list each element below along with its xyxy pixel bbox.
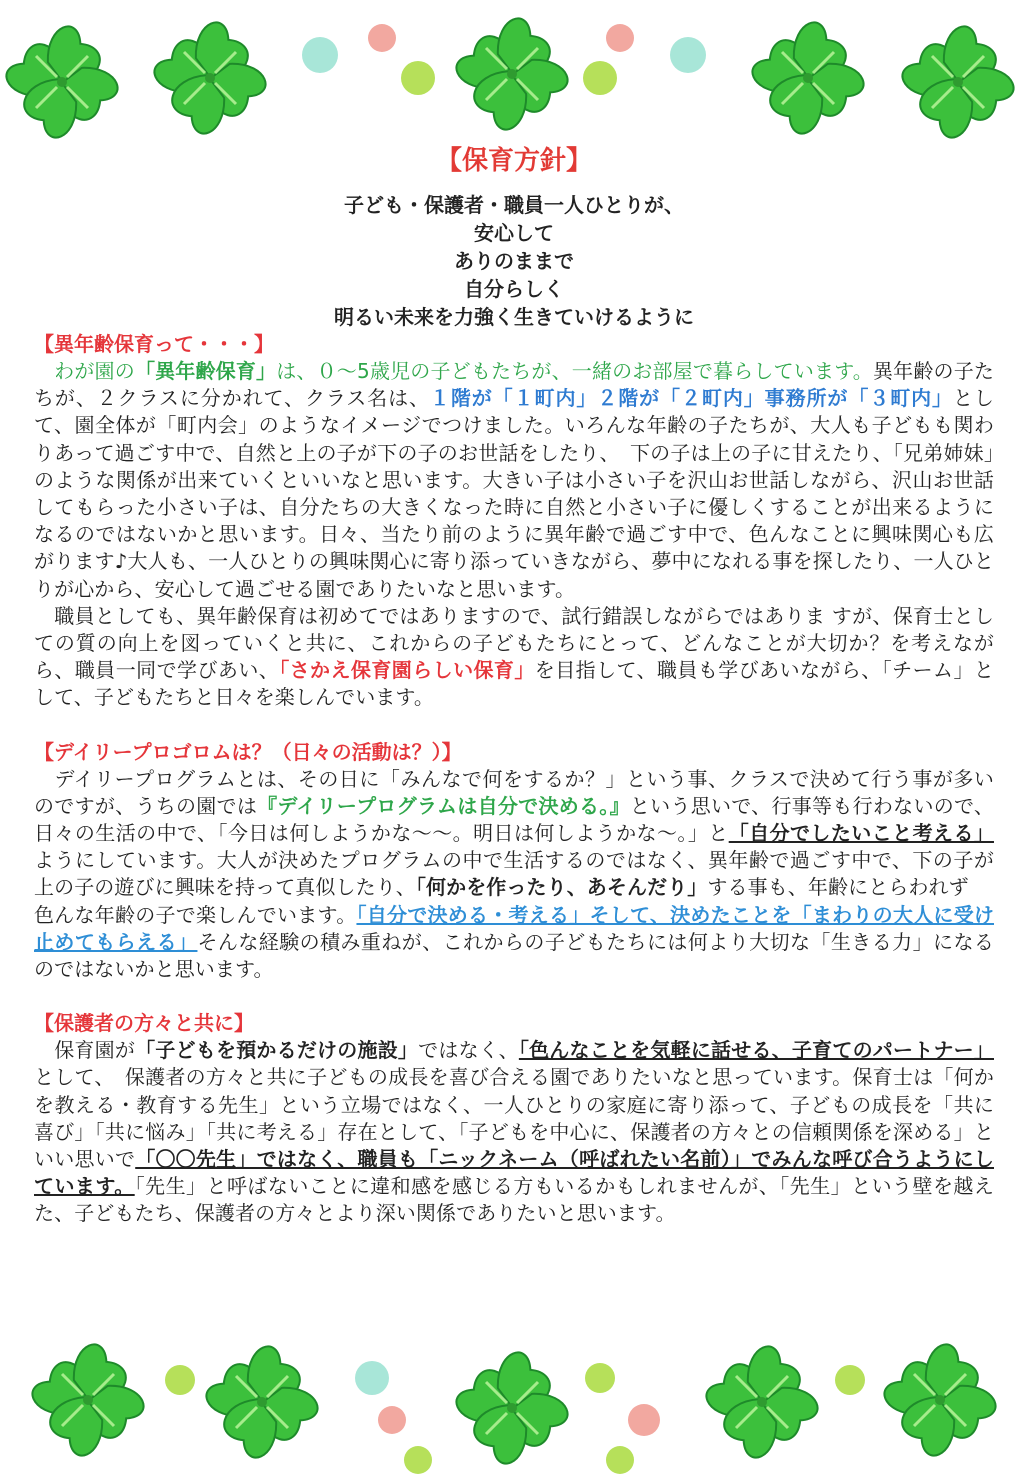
text-run: 職員としても、異年齢保育は初めてではありますので、試行錯誤しながらではありま すが、保育士としての質の向上を図っていくと共に、これからの子どもたちにとって、どんなことが大切か？を考えながら、職員一同で学びあい、 — [34, 603, 994, 683]
mint-dot — [355, 1361, 389, 1395]
motto-line: 子ども・保護者・職員一人ひとりが、 — [344, 193, 684, 217]
motto-block — [34, 191, 994, 331]
paragraph — [34, 358, 994, 603]
highlight-text: 『デイリープログラムは自分で決める。』 — [257, 793, 630, 818]
text-run: デイリープログラムとは、その日に「みんなで何をするか？」という事、クラスで決めて行う事が多いのですが、うちの園では — [34, 766, 994, 818]
lime-dot — [585, 1363, 615, 1393]
section-heading: 【デイリープロゴロムは？（日々の活動は？）】 — [34, 739, 462, 764]
paragraph — [34, 1037, 994, 1227]
motto-line: 自分らしく — [464, 277, 564, 301]
clover-icon — [748, 18, 869, 139]
page-title: 【保育方針】 — [435, 146, 592, 176]
clover-border-top — [0, 0, 1024, 150]
highlight-text: 「異年齢保育」 — [134, 359, 277, 383]
text-run: は、０～5歳児の子どもたちが、一緒のお部屋で暮らしています。 — [276, 359, 873, 383]
section-heading: 【保護者の方々と共に】 — [34, 1011, 254, 1036]
motto-line: ありのままで — [454, 249, 574, 273]
text-run: として、 保護者の方々と共に子どもの成長を喜び合える園でありたいなと思っています。保育士は「何かを教える・教育する先生」という立場ではなく、一人ひとりの家庭に寄り添って、子どもの成長を「共に喜び」「共に悩み」「共に考える」存在として、「子どもを中心に、保護者の方々との信頼関係を深める」といい思いで — [34, 1065, 994, 1172]
clover-icon — [702, 1342, 823, 1463]
text-run: を目指して、職員も学びあいながら、「チーム」として、子どもたちと日々を楽しんでいます。 — [34, 658, 994, 710]
underlined-text: 「色んなことを気軽に話せる、子育てのパートナー」 — [518, 1038, 994, 1063]
highlight-text: 「さかえ保育園らしい保育」 — [279, 658, 535, 683]
clover-icon — [880, 1340, 1001, 1461]
section-daily-program — [34, 739, 994, 984]
motto-line: 安心して — [474, 221, 554, 245]
paragraph — [34, 766, 994, 984]
pink-dot — [606, 24, 634, 52]
clover-icon — [2, 22, 123, 143]
clover-decoration-bottom — [0, 1320, 1024, 1479]
mint-dot — [670, 37, 706, 73]
text-run: わが園の — [34, 359, 135, 383]
text-run: 「先生」と呼ばないことに違和感を感じる方もいるかもしれませんが、「先生」という壁を越えた、子どもたち、保護者の方々とより深い関係でありたいと思います。 — [34, 1174, 994, 1226]
motto-line: 明るい未来を力強く生きていけるように — [334, 305, 694, 329]
pink-dot — [628, 1404, 660, 1436]
text-run: という思いで、行事等も行わないので、日々の生活の中で、「今日は何しようかな～～。明日は何しようかな～。」と — [34, 793, 994, 846]
text-run: として、園全体が「町内会」のようなイメージでつけました。いろんな年齢の子たちが、大人も子どもも関わりあって過ごす中で、自然と上の子が下の子のお世話をしたり、 下の子は上の子に甘えたり、「兄弟姉妹」のような関係が出来ていくといいなと思います。大きい子は小さい子を沢山お世話しながら、沢山お世話してもらった小さい子は、自分たちの大きくなった時に自然と小さい子に優しくすることが出来るようになるのではないかと思います。日々、当たり前のように異年齢で過ごす中で、色んなことに興味関心も広がります♪大人も、一人ひとりの興味関心に寄り添っていきながら、夢中になれる事を探したり、一人ひとりが心から、安心して過ごせる園でありたいなと思います。 — [34, 386, 995, 601]
text-run: 保育園が — [34, 1038, 136, 1063]
text-run: 色んな年齢の子で楽しんでいます。 — [34, 902, 357, 927]
bold-text: 「何かを作ったり、あそんだり」 — [415, 875, 708, 900]
pink-dot — [368, 24, 396, 52]
clover-icon — [202, 1342, 323, 1463]
underlined-text: 「〇〇先生」ではなく、職員も「ニックネーム（呼ばれたい名前）」でみんな呼び合うようにしています。 — [34, 1147, 994, 1199]
paragraph — [34, 603, 994, 712]
clover-border-bottom — [0, 1320, 1024, 1479]
text-run: 異年齢の子たちが、２クラスに分かれて、クラス名は、 — [34, 359, 995, 411]
mint-dot — [302, 37, 338, 73]
page-content — [34, 143, 994, 1228]
clover-icon — [452, 14, 573, 135]
text-run: ではなく、 — [418, 1038, 519, 1063]
clover-icon — [452, 1348, 573, 1469]
lime-dot — [165, 1365, 195, 1395]
lime-dot — [835, 1365, 865, 1395]
underlined-text: 「自分で決める・考える」そして、決めたことを「まわりの大人に受け止めてもらえる」 — [34, 902, 994, 954]
pink-dot — [378, 1406, 406, 1434]
text-run: する事も、年齢にとらわれず — [707, 875, 969, 900]
clover-decoration-top — [0, 0, 1024, 150]
section-heading: 【異年齢保育って・・・】 — [34, 332, 274, 356]
clover-icon — [898, 22, 1019, 143]
lime-dot — [583, 61, 617, 95]
bold-text: 「子どもを預かるだけの施設」 — [135, 1038, 419, 1063]
highlight-text: １階が「１町内」２階が「２町内」事務所が「３町内」 — [429, 386, 953, 411]
lime-dot — [606, 1446, 634, 1474]
text-run: ようにしています。大人が決めたプログラムの中で生活するのではなく、異年齢で過ごす中で、下の子が上の子の遊びに興味を持って真似したり、 — [34, 848, 994, 900]
underlined-text: 「自分でしたいこと考える」 — [728, 821, 994, 846]
section-parents — [34, 1010, 994, 1227]
clover-icon — [150, 18, 271, 139]
clover-icon — [28, 1340, 149, 1461]
text-run: そんな経験の積み重ねが、これからの子どもたちには何より大切な「生きる力」になるのではないかと思います。 — [34, 929, 994, 982]
lime-dot — [404, 1446, 432, 1474]
lime-dot — [401, 61, 435, 95]
section-mixed-age — [34, 331, 994, 712]
